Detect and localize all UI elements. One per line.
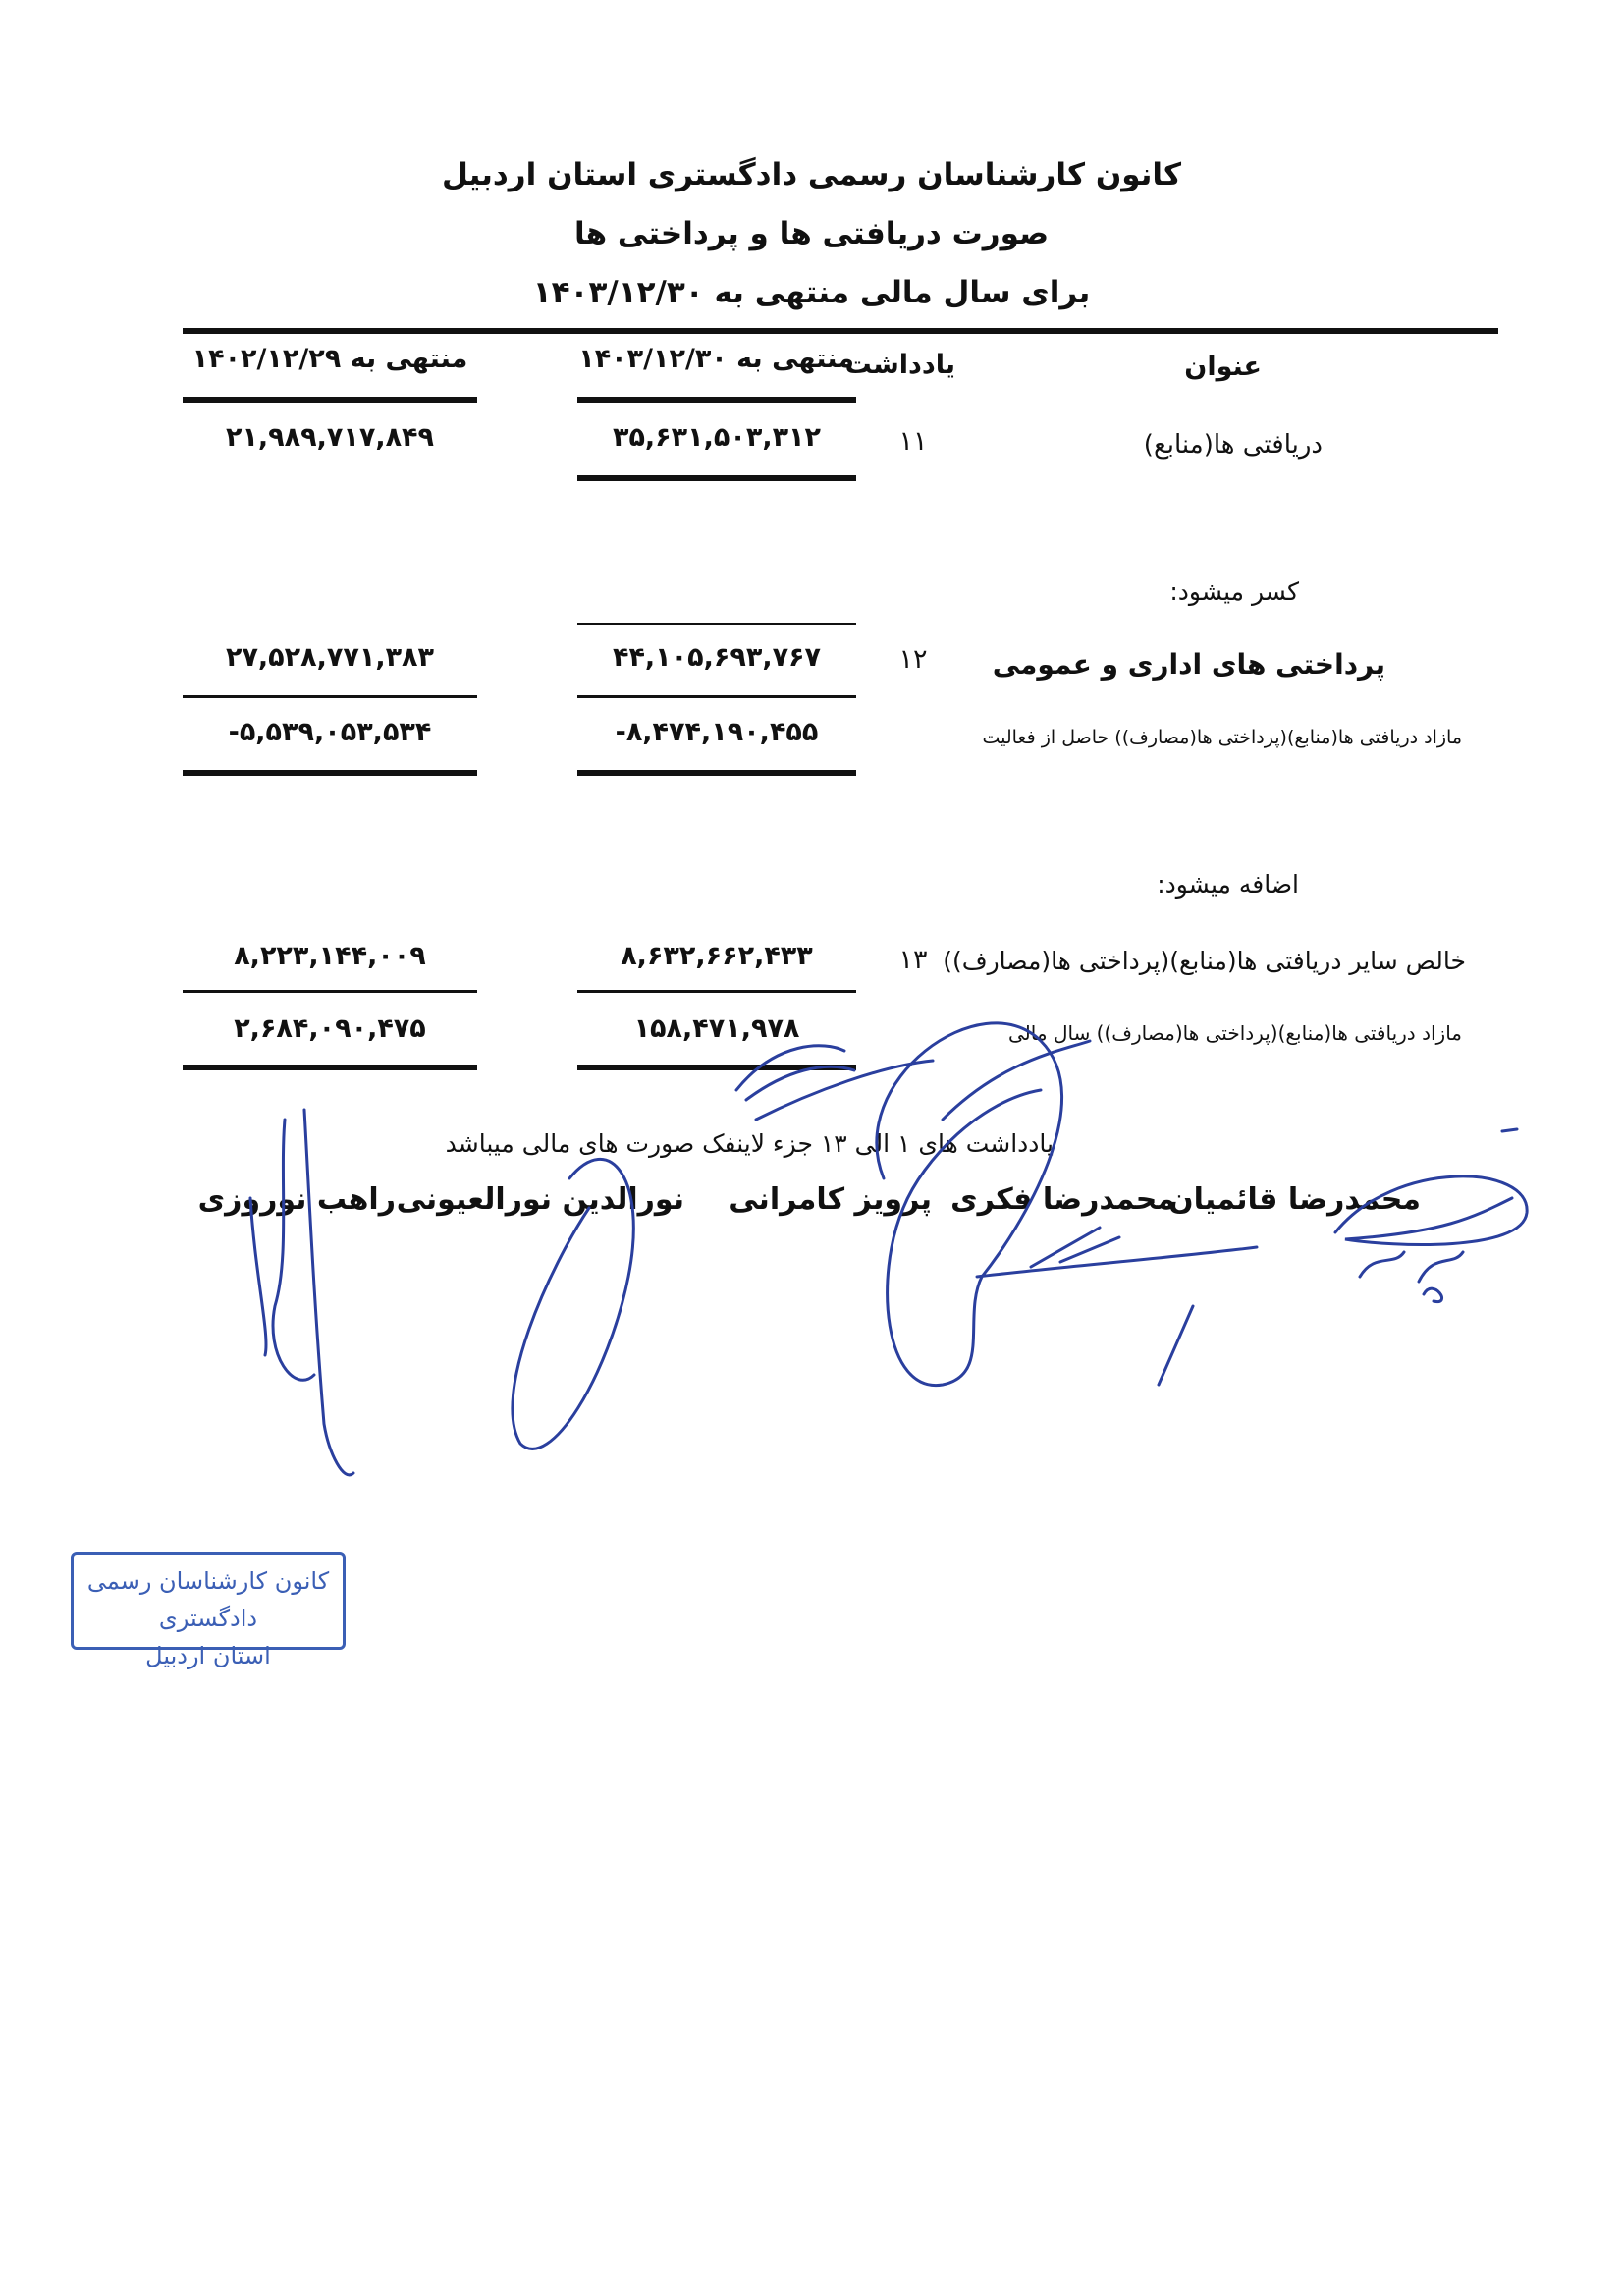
signatory-1: محمدرضا قائمیان	[1167, 1182, 1421, 1217]
add-heading: اضافه میشود:	[1157, 870, 1299, 899]
row-year-previous: ۲,۶۸۴,۰۹۰,۴۷۵	[234, 1013, 426, 1044]
row-year-current: ۱۵۸,۴۷۱,۹۷۸	[633, 1013, 800, 1044]
row-admin-note: ۱۲	[898, 644, 928, 675]
stamp-line-2: استان اردبیل	[145, 1642, 271, 1669]
row-receipts-current: ۳۵,۶۳۱,۵۰۳,۳۱۲	[612, 422, 822, 453]
row-receipts-previous: ۲۱,۹۸۹,۷۱۷,۸۴۹	[225, 422, 435, 453]
period-title: برای سال مالی منتهی به ۱۴۰۳/۱۲/۳۰	[532, 275, 1091, 310]
signatory-5: راهب نوروزی	[197, 1182, 396, 1217]
row-admin-current: ۴۴,۱۰۵,۶۹۳,۷۶۷	[612, 642, 822, 673]
row-year-label: مازاد دریافتی ها(منابع)(پرداختی ها(مصارف)) سال مالی	[1008, 1021, 1462, 1045]
stamp-line-1: کانون کارشناسان رسمی دادگستری	[86, 1567, 330, 1632]
row-other-current: ۸,۶۳۲,۶۶۲,۴۳۳	[621, 941, 813, 971]
signatory-2: محمدرضا فکری	[950, 1182, 1175, 1217]
col-current: منتهی به ۱۴۰۳/۱۲/۳۰	[578, 344, 854, 374]
footnote: یادداشت های ۱ الی ۱۳ جزء لاینفک صورت های مالی میباشد	[445, 1129, 1054, 1158]
row-operating-previous: -۵,۵۳۹,۰۵۳,۵۳۴	[228, 717, 432, 747]
row-admin-previous: ۲۷,۵۲۸,۷۷۱,۳۸۳	[225, 642, 435, 673]
official-stamp	[71, 1552, 346, 1669]
row-operating-label: مازاد دریافتی ها(منابع)(پرداختی ها(مصارف)) حاصل از فعالیت	[982, 727, 1462, 748]
signatory-3: پرویز کامرانی	[729, 1182, 932, 1217]
signatory-4: نورالدین نورالعیونی	[396, 1182, 684, 1217]
col-note: یادداشت	[844, 350, 955, 380]
col-title: عنوان	[1184, 352, 1262, 382]
row-other-label: خالص سایر دریافتی ها(منابع)(پرداختی ها(مصارف))	[943, 947, 1466, 975]
row-operating-current: -۸,۴۷۴,۱۹۰,۴۵۵	[615, 717, 819, 747]
row-receipts-label: دریافتی ها(منابع)	[1143, 430, 1323, 460]
col-previous: منتهی به ۱۴۰۲/۱۲/۲۹	[191, 344, 468, 374]
org-title: کانون کارشناسان رسمی دادگستری استان اردبیل	[441, 157, 1182, 192]
statement-title: صورت دریافتی ها و پرداختی ها	[573, 216, 1050, 251]
row-other-previous: ۸,۲۲۳,۱۴۴,۰۰۹	[234, 941, 426, 971]
row-receipts-note: ۱۱	[898, 426, 928, 457]
row-other-note: ۱۳	[898, 945, 928, 975]
deduct-heading: کسر میشود:	[1169, 577, 1299, 606]
row-admin-label: پرداختی های اداری و عمومی	[992, 648, 1385, 681]
